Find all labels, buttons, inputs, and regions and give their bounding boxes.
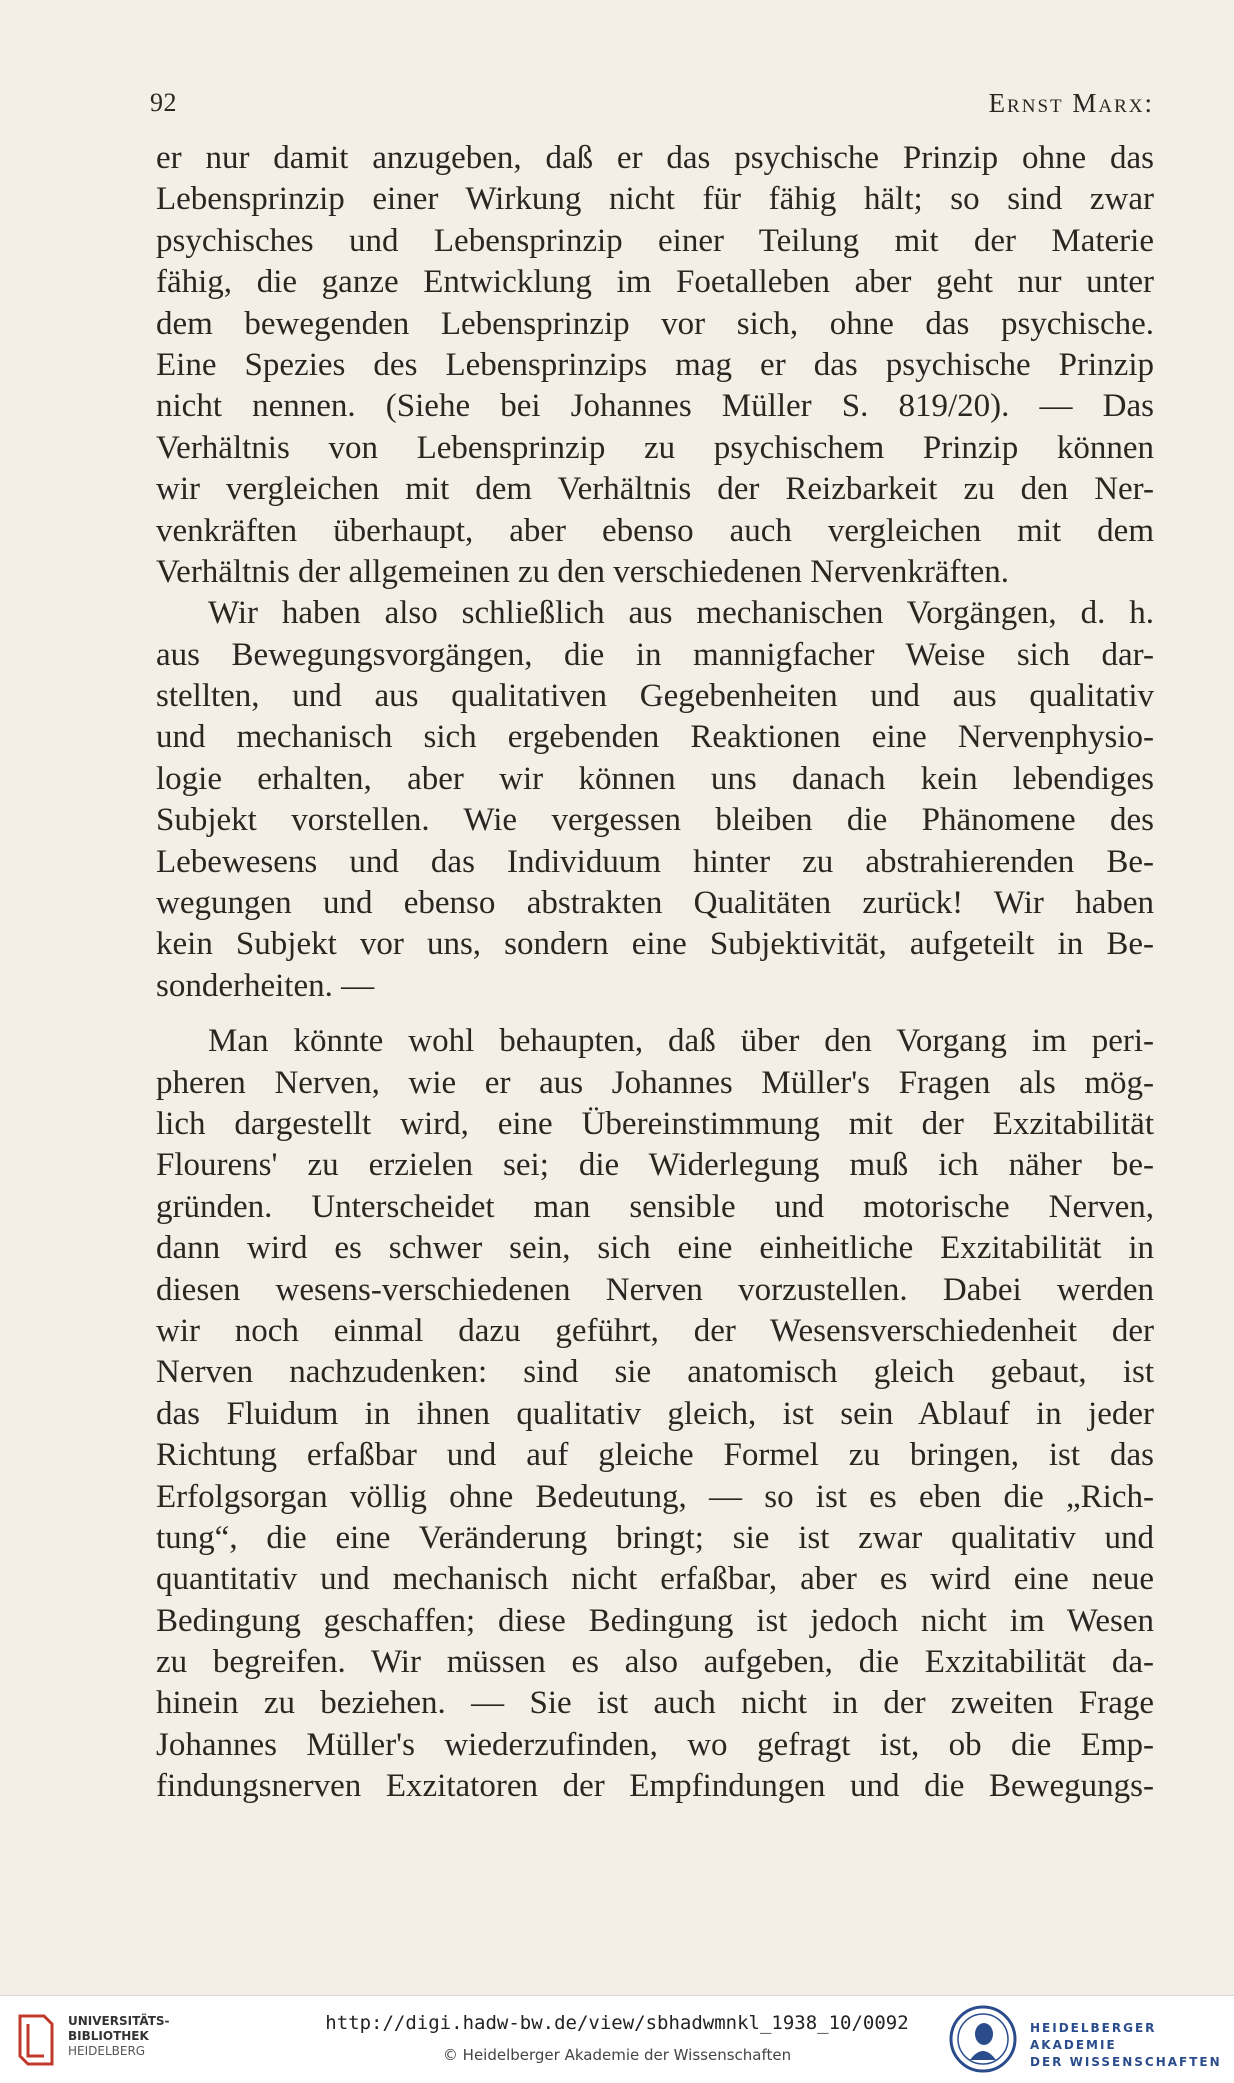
text-line: Wir haben also schließlich aus mechanischen Vorgängen, d. h. bbox=[208, 595, 1154, 632]
text-line: gründen. Unterscheidet man sensible und motorische Nerven, bbox=[156, 1188, 1154, 1225]
text-line: findungsnerven Exzitatoren der Empfindungen und die Bewegungs- bbox=[156, 1768, 1154, 1805]
text-line: wir noch einmal dazu geführt, der Wesensverschiedenheit der bbox=[156, 1312, 1154, 1349]
text-line: dem bewegenden Lebensprinzip vor sich, ohne das psychische. bbox=[156, 305, 1154, 342]
text-line: diesen wesens-verschiedenen Nerven vorzustellen. Dabei werden bbox=[156, 1271, 1154, 1308]
page-number: 92 bbox=[150, 88, 177, 117]
academy-name-line: DER WISSENSCHAFTEN bbox=[1030, 2055, 1222, 2069]
text-line: kein Subjekt vor uns, sondern eine Subjektivität, aufgeteilt in Be- bbox=[156, 926, 1154, 963]
body-text bbox=[156, 138, 1154, 1808]
text-line: Lebensprinzip einer Wirkung nicht für fähig hält; so sind zwar bbox=[156, 181, 1154, 218]
text-line: und mechanisch sich ergebenden Reaktionen eine Nervenphysio- bbox=[156, 719, 1154, 756]
running-head: Ernst Marx: bbox=[988, 88, 1154, 118]
text-line: tung“, die eine Veränderung bringt; sie ist zwar qualitativ und bbox=[156, 1519, 1154, 1556]
text-line: Verhältnis der allgemeinen zu den verschiedenen Nervenkräften. bbox=[156, 553, 1010, 590]
text-line: logie erhalten, aber wir können uns danach kein lebendiges bbox=[156, 760, 1154, 797]
copyright-notice: © Heidelberger Akademie der Wissenschaften bbox=[442, 2046, 792, 2064]
page-header bbox=[150, 88, 1154, 128]
academy-name bbox=[1030, 2020, 1234, 2071]
text-line: Johannes Müller's wiederzufinden, wo gefragt ist, ob die Emp- bbox=[156, 1726, 1154, 1763]
library-name-line: BIBLIOTHEK bbox=[68, 2029, 149, 2043]
text-line: Subjekt vorstellen. Wie vergessen bleiben die Phänomene des bbox=[156, 802, 1154, 839]
library-name-line: UNIVERSITÄTS- bbox=[68, 2014, 170, 2028]
text-line: zu begreifen. Wir müssen es also aufgeben, die Exzitabilität da- bbox=[156, 1644, 1154, 1681]
text-line: hinein zu beziehen. — Sie ist auch nicht in der zweiten Frage bbox=[156, 1685, 1154, 1722]
document-url-link[interactable]: http://digi.hadw-bw.de/view/sbhadwmnkl_1938_10/0092 bbox=[325, 2012, 909, 2034]
text-line: quantitativ und mechanisch nicht erfaßbar, aber es wird eine neue bbox=[156, 1561, 1154, 1598]
text-line: venkräften überhaupt, aber ebenso auch vergleichen mit dem bbox=[156, 512, 1154, 549]
text-line: Nerven nachzudenken: sind sie anatomisch gleich gebaut, ist bbox=[156, 1354, 1154, 1391]
text-line: lich dargestellt wird, eine Übereinstimmung mit der Exzitabilität bbox=[156, 1105, 1154, 1142]
text-line: Eine Spezies des Lebensprinzips mag er das psychische Prinzip bbox=[156, 346, 1154, 383]
text-line: Flourens' zu erzielen sei; die Widerlegung muß ich näher be- bbox=[156, 1147, 1154, 1184]
text-line: Richtung erfaßbar und auf gleiche Formel zu bringen, ist das bbox=[156, 1437, 1154, 1474]
text-line: aus Bewegungsvorgängen, die in mannigfacher Weise sich dar- bbox=[156, 636, 1154, 673]
text-line: stellten, und aus qualitativen Gegebenheiten und aus qualitativ bbox=[156, 678, 1154, 715]
viewer-footer bbox=[0, 1995, 1234, 2083]
paragraph-gap bbox=[156, 1007, 1154, 1021]
academy-name-line: HEIDELBERGER AKADEMIE bbox=[1030, 2021, 1157, 2052]
text-line: dann wird es schwer sein, sich eine einheitliche Exzitabilität in bbox=[156, 1230, 1154, 1267]
text-line: das Fluidum in ihnen qualitativ gleich, ist sein Ablauf in jeder bbox=[156, 1395, 1154, 1432]
text-line: psychisches und Lebensprinzip einer Teilung mit der Materie bbox=[156, 222, 1154, 259]
library-city: HEIDELBERG bbox=[68, 2044, 146, 2058]
text-line: Bedingung geschaffen; diese Bedingung ist jedoch nicht im Wesen bbox=[156, 1602, 1154, 1639]
text-line: Erfolgsorgan völlig ohne Bedeutung, — so ist es eben die „Rich- bbox=[156, 1478, 1154, 1515]
text-line: Verhältnis von Lebensprinzip zu psychischem Prinzip können bbox=[156, 429, 1154, 466]
text-line: Lebewesens und das Individuum hinter zu abstrahierenden Be- bbox=[156, 843, 1154, 880]
academy-seal-icon bbox=[948, 2004, 1018, 2074]
text-line: nicht nennen. (Siehe bei Johannes Müller S. 819/20). — Das bbox=[156, 388, 1154, 425]
text-line: wegungen und ebenso abstrakten Qualitäten zurück! Wir haben bbox=[156, 885, 1154, 922]
text-line: er nur damit anzugeben, daß er das psychische Prinzip ohne das bbox=[156, 140, 1154, 176]
text-line: wir vergleichen mit dem Verhältnis der Reizbarkeit zu den Ner- bbox=[156, 471, 1154, 508]
text-line: fähig, die ganze Entwicklung im Foetalleben aber geht nur unter bbox=[156, 264, 1154, 301]
text-line: pheren Nerven, wie er aus Johannes Müller's Fragen als mög- bbox=[156, 1064, 1154, 1101]
text-line: sonderheiten. — bbox=[156, 967, 375, 1004]
text-line: Man könnte wohl behaupten, daß über den Vorgang im peri- bbox=[208, 1023, 1154, 1060]
